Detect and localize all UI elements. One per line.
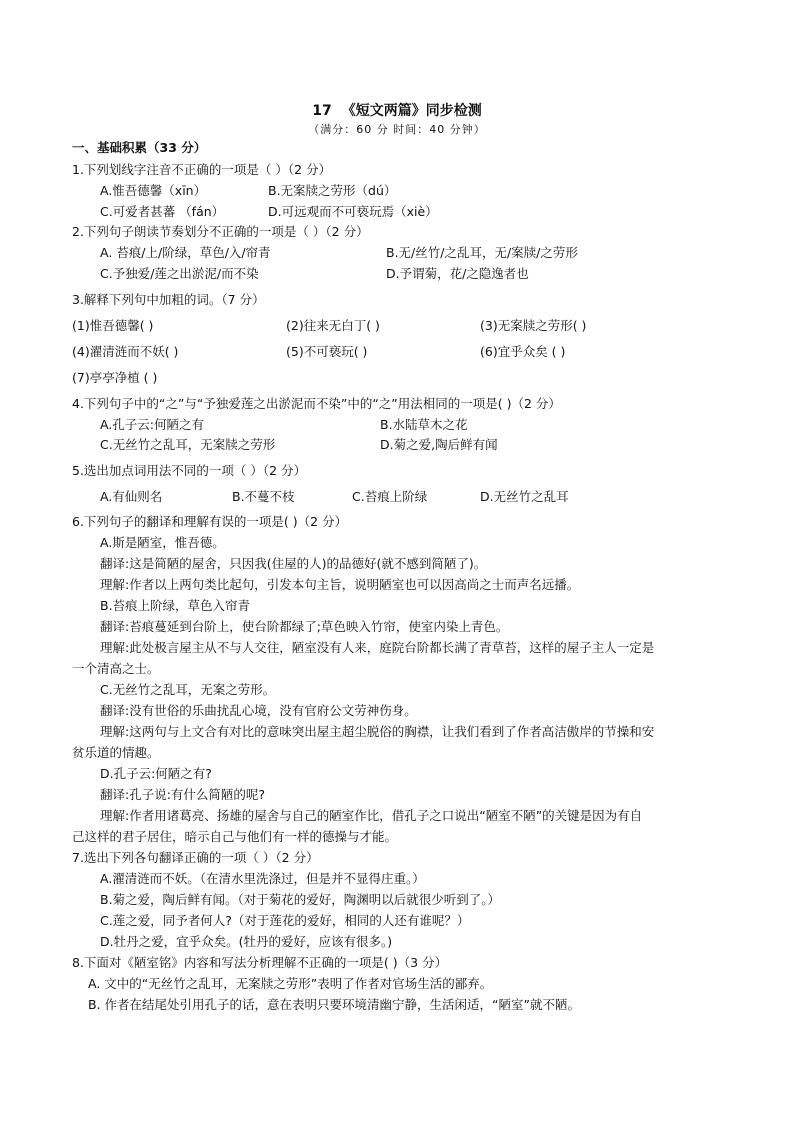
question-3-stem: 3.解释下列句中加粗的词。（7 分） <box>72 292 265 307</box>
question-7-option-b: B.菊之爱，陶后鲜有闻。（对于菊花的爱好，陶渊明以后就很少听到了。） <box>100 892 501 907</box>
question-2-option-d: D.予谓菊，花/之隐逸者也 <box>386 266 529 281</box>
question-3-item-2: (2)往来无白丁( ) <box>286 318 380 333</box>
page-title <box>0 100 794 120</box>
question-6-line: 己这样的君子居住，暗示自己与他们有一样的德操与才能。 <box>72 829 398 844</box>
question-5-option-b: B.不蔓不枝 <box>232 489 295 504</box>
question-8-option-b: B. 作者在结尾处引用孔子的话，意在表明只要环境清幽宁静，生活闲适，“陋室”就不陋。 <box>88 997 580 1012</box>
question-5-option-d: D.无丝竹之乱耳 <box>480 489 569 504</box>
question-6-line: 理解:作者以上两句类比起句，引发本句主旨，说明陋室也可以因高尚之士而声名远播。 <box>100 577 580 592</box>
question-2-option-a: A. 苔痕/上/阶绿，草色/入/帘青 <box>100 245 271 260</box>
question-8-option-a: A. 文中的“无丝竹之乱耳，无案牍之劳形”表明了作者对官场生活的鄙弃。 <box>88 976 493 991</box>
question-7-stem: 7.选出下列各句翻译正确的一项（ ）（2 分） <box>72 850 319 865</box>
question-6-line: 理解:此处极言屋主从不与人交往，陋室没有人来，庭院台阶都长满了青草苔，这样的屋子主人一定是 <box>100 640 655 655</box>
question-6-stem: 6.下列句子的翻译和理解有误的一项是( )（2 分） <box>72 514 348 529</box>
question-6-line: 翻译:孔子说:有什么简陋的呢? <box>100 787 266 802</box>
question-4-option-d: D.菊之爱,陶后鲜有闻 <box>380 437 498 452</box>
question-4-option-a: A.孔子云:何陋之有 <box>100 417 205 432</box>
question-6-line: 翻译:苔痕蔓延到台阶上，使台阶都绿了;草色映入竹帘，使室内染上青色。 <box>100 619 509 634</box>
question-1-stem: 1.下列划线字注音不正确的一项是（ ）（2 分） <box>72 162 332 177</box>
lesson-number: 17 <box>312 103 332 119</box>
section-heading: 一、基础积累（33 分） <box>72 140 207 155</box>
question-6-line: 贫乐道的情趣。 <box>72 745 160 760</box>
question-1-option-c: C.可爱者甚蕃 （fán） <box>100 204 225 219</box>
question-2-stem: 2.下列句子朗读节奏划分不正确的一项是（ ）（2 分） <box>72 224 369 239</box>
question-3-item-1: (1)惟吾德馨( ) <box>72 318 154 333</box>
question-3-item-6: (6)宜乎众矣 ( ) <box>480 344 566 359</box>
question-6-line: 理解:作者用诸葛亮、扬雄的屋舍与自己的陋室作比，借孔子之口说出“陋室不陋”的关键是因为有自 <box>100 808 643 823</box>
question-1-option-b: B.无案牍之劳形（dú） <box>268 183 397 198</box>
question-4-option-b: B.水陆草木之花 <box>380 417 468 432</box>
question-6-line: 理解:这两句与上文合有对比的意味突出屋主超尘脱俗的胸襟，让我们看到了作者高洁傲岸的节操和安 <box>100 724 655 739</box>
question-6-line: 翻译:这是简陋的屋舍，只因我(住屋的人)的品德好(就不感到简陋了)。 <box>100 556 487 571</box>
question-1-option-a: A.惟吾德馨（xīn） <box>100 183 207 198</box>
question-6-line: 翻译:没有世俗的乐曲扰乱心境，没有官府公文劳神伤身。 <box>100 703 417 718</box>
question-1-option-d: D.可远观而不可亵玩焉（xiè） <box>268 204 438 219</box>
question-3-item-3: (3)无案牍之劳形( ) <box>480 318 587 333</box>
question-6-line: A.斯是陋室，惟吾德。 <box>100 535 225 550</box>
question-2-option-b: B.无/丝竹/之乱耳，无/案牍/之劳形 <box>386 245 578 260</box>
question-6-line: 一个清高之士。 <box>72 661 160 676</box>
question-6-line: C.无丝竹之乱耳，无案之劳形。 <box>100 682 276 697</box>
question-5-stem: 5.选出加点词用法不同的一项（ ）（2 分） <box>72 463 307 478</box>
question-2-option-c: C.予独爱/莲之出淤泥/而不染 <box>100 266 259 281</box>
lesson-title: 《短文两篇》同步检测 <box>341 103 482 119</box>
question-7-option-a: A.濯清涟而不妖。（在清水里洗涤过，但是并不显得庄重。） <box>100 871 425 886</box>
question-6-line: B.苔痕上阶绿，草色入帘青 <box>100 598 251 613</box>
question-3-item-5: (5)不可亵玩( ) <box>286 344 368 359</box>
question-5-option-c: C.苔痕上阶绿 <box>352 489 428 504</box>
question-4-option-c: C.无丝竹之乱耳，无案牍之劳形 <box>100 437 276 452</box>
score-time-info: （满分：60 分 时间：40 分钟） <box>308 123 486 136</box>
question-4-stem: 4.下列句子中的“之”与“予独爱莲之出淤泥而不染”中的“之”用法相同的一项是( )（2 分） <box>72 396 561 411</box>
question-5-option-a: A.有仙则名 <box>100 489 163 504</box>
question-8-stem: 8.下面对《陋室铭》内容和写法分析理解不正确的一项是( )（3 分） <box>72 955 448 970</box>
question-3-item-7: (7)亭亭净植 ( ) <box>72 370 158 385</box>
question-7-option-d: D.牡丹之爱，宜乎众矣。(牡丹的爱好，应该有很多。) <box>100 934 393 949</box>
question-6-line: D.孔子云:何陋之有? <box>100 766 212 781</box>
question-3-item-4: (4)濯清涟而不妖( ) <box>72 344 179 359</box>
question-7-option-c: C.莲之爱，同予者何人?（对于莲花的爱好，相同的人还有谁呢？） <box>100 913 470 928</box>
